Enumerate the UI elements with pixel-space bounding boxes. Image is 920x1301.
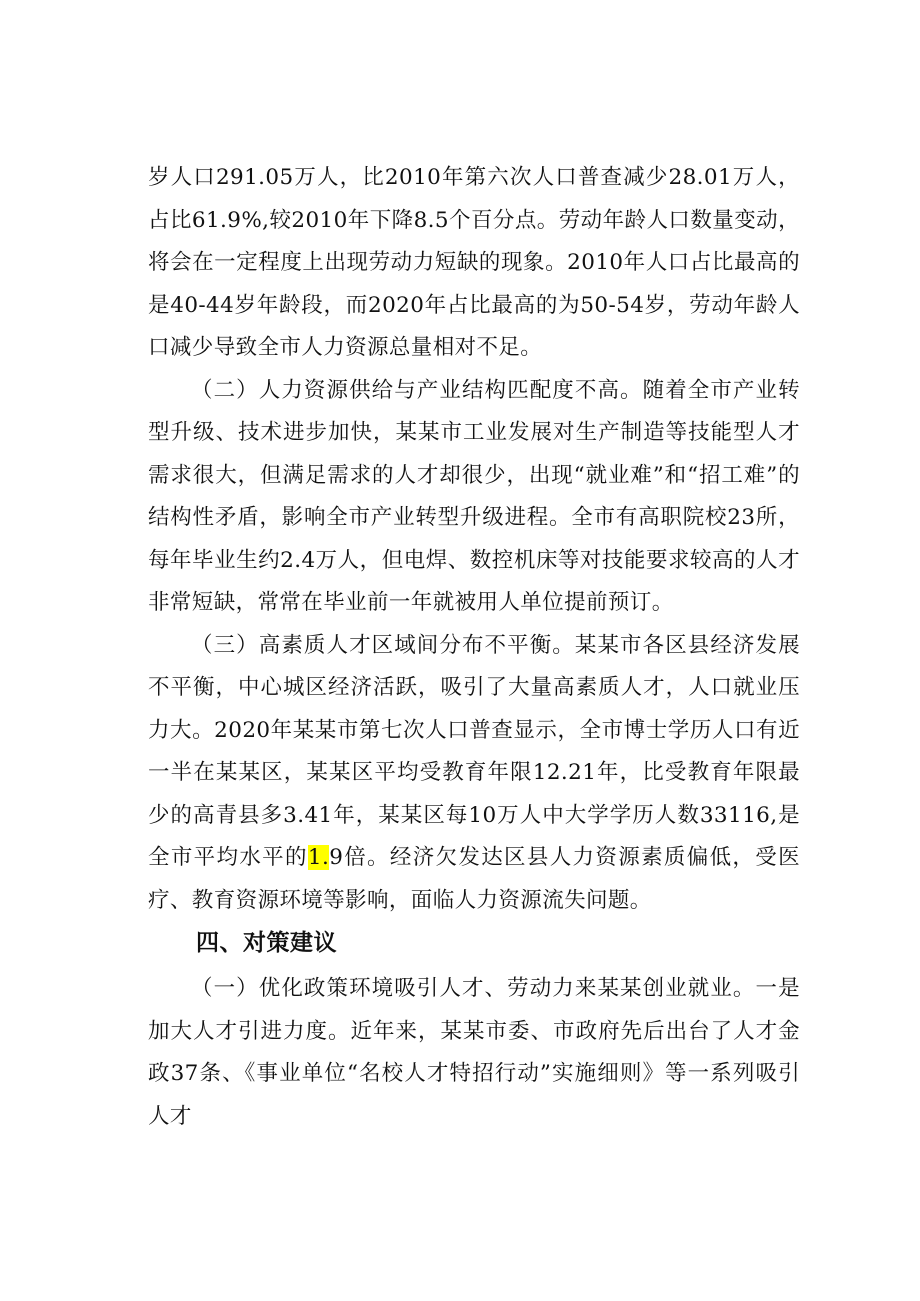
paragraph-text-after-highlight: 9倍。经济欠发达区县人力资源素质偏低，受医疗、教育资源环境等影响，面临人力资源流失问题。 [148,845,800,913]
document-body [148,157,800,1138]
paragraph-regional-imbalance [148,625,800,923]
paragraph-continuation: 岁人口291.05万人，比2010年第六次人口普查减少28.01万人，占比61.9%,较2010年下降8.5个百分点。劳动年龄人口数量变动，将会在一定程度上出现劳动力短缺的现象。2010年人口占比最高的是40-44岁年龄段，而2020年占比最高的为50-54岁，劳动年龄人口减少导致全市人力资源总量相对不足。 [148,165,800,360]
paragraph-policy-environment: （一）优化政策环境吸引人才、劳动力来某某创业就业。一是加大人才引进力度。近年来，某某市委、市政府先后出台了人才金政37条、《事业单位“名校人才特招行动”实施细则》等一系列吸引人才 [148,976,800,1129]
section-heading: 四、对策建议 [196,930,337,956]
paragraph-skill-mismatch: （二）人力资源供给与产业结构匹配度不高。随着全市产业转型升级、技术进步加快，某某市工业发展对生产制造等技能型人才需求很大，但满足需求的人才却很少，出现“就业难”和“招工难”的结构性矛盾，影响全市产业转型升级进程。全市有高职院校23所，每年毕业生约2.4万人，但电焊、数控机床等对技能要求较高的人才非常短缺，常常在毕业前一年就被用人单位提前预订。 [148,377,800,615]
highlighted-text: 1. [307,845,330,870]
paragraph-text-before-highlight: （三）高素质人才区域间分布不平衡。某某市各区县经济发展不平衡，中心城区经济活跃，吸引了大量高素质人才，人口就业压力大。2020年某某市第七次人口普查显示，全市博士学历人口有近一半在某某区，某某区平均受教育年限12.21年，比受教育年限最少的高青县多3.41年，某某区每10万人中大学学历人数33116,是全市平均水平的 [148,632,800,870]
